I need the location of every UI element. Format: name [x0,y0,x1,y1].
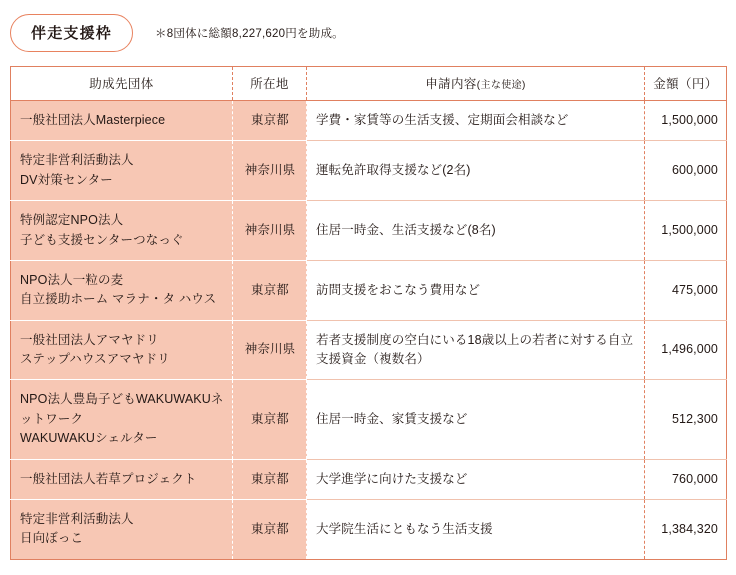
cell-organization [11,499,233,559]
table-row [11,459,727,499]
organization-line-2: 子ども支援センターつなっぐ [20,232,184,247]
organization-line-2: DV対策センター [20,172,113,187]
cell-description: 若者支援制度の空白にいる18歳以上の若者に対する自立支援資金（複数名） [307,320,645,380]
cell-organization [11,320,233,380]
cell-description: 住居一時金、生活支援など(8名) [307,201,645,261]
cell-amount: 512,300 [645,380,727,459]
cell-location: 神奈川県 [233,320,307,380]
table-row [11,320,727,380]
organization-line-1: 一般社団法人若草プロジェクト [20,471,197,486]
organization-line-2: 日向ぼっこ [20,531,84,546]
table-row [11,101,727,141]
cell-description: 住居一時金、家賃支援など [307,380,645,459]
organization-line-1: 特定非営利活動法人 [20,511,134,526]
cell-amount: 1,500,000 [645,201,727,261]
total-grant-note: ＊8団体に総額8,227,620円を助成。 [155,28,344,40]
cell-description: 訪問支援をおこなう費用など [307,260,645,320]
cell-description: 運転免許取得支援など(2名) [307,141,645,201]
cell-location: 東京都 [233,101,307,141]
organization-line-1: 特定非営利活動法人 [20,153,134,168]
cell-location: 東京都 [233,499,307,559]
organization-line-1: NPO法人豊島子どもWAKUWAKUネットワーク [20,392,224,426]
column-header-location: 所在地 [233,67,307,101]
cell-description: 大学進学に向けた支援など [307,459,645,499]
table-row [11,380,727,459]
cell-amount: 475,000 [645,260,727,320]
organization-line-1: 特例認定NPO法人 [20,213,124,228]
column-header-description [307,67,645,101]
cell-organization [11,260,233,320]
cell-amount: 760,000 [645,459,727,499]
cell-location: 神奈川県 [233,141,307,201]
organization-line-2: WAKUWAKUシェルター [20,431,158,446]
organization-line-2: ステップハウスアマヤドリ [20,352,170,366]
cell-location: 東京都 [233,380,307,459]
cell-description: 大学院生活にともなう生活支援 [307,499,645,559]
cell-description: 学費・家賃等の生活支援、定期面会相談など [307,101,645,141]
organization-line-1: 一般社団法人アマヤドリ [20,332,159,347]
organization-line-1: 一般社団法人Masterpiece [20,113,166,127]
column-header-description-sub: (主な使途) [476,80,526,91]
cell-amount: 600,000 [645,141,727,201]
table-row [11,141,727,201]
table-row [11,201,727,261]
cell-amount: 1,384,320 [645,499,727,559]
column-header-description-main: 申請内容 [425,77,477,91]
grant-table [10,66,727,560]
cell-location: 東京都 [233,260,307,320]
cell-organization [11,380,233,459]
table-row [11,499,727,559]
cell-organization [11,201,233,261]
page-header [0,0,736,62]
table-body [11,101,727,560]
cell-organization [11,101,233,141]
cell-location: 神奈川県 [233,201,307,261]
table-header [11,67,727,101]
cell-organization [11,141,233,201]
column-header-amount: 金額（円） [645,67,727,101]
page-title-badge: 伴走支援枠 [10,14,133,52]
table-row [11,260,727,320]
cell-amount: 1,500,000 [645,101,727,141]
cell-amount: 1,496,000 [645,320,727,380]
column-header-organization: 助成先団体 [11,67,233,101]
table-header-row [11,67,727,101]
cell-location: 東京都 [233,459,307,499]
cell-organization [11,459,233,499]
organization-line-2: 自立援助ホーム マラナ・タ ハウス [20,292,217,307]
organization-line-1: NPO法人一粒の麦 [20,272,124,287]
